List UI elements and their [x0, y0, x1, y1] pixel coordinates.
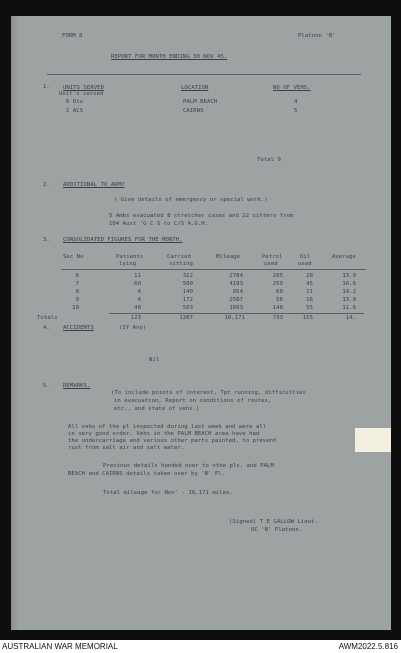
- unit-name: 2 ACS: [66, 108, 84, 114]
- vehicles-total: Total 9: [257, 157, 281, 163]
- mileage-cell: 1093: [229, 305, 243, 311]
- remarks-line: Previous details handed over to othe pls, and PALM: [103, 463, 274, 469]
- section-number-cell: 8: [75, 289, 79, 295]
- average-cell: 11.6: [342, 305, 356, 311]
- column-header-oil: Oil: [300, 254, 311, 260]
- carried-cell: 172: [182, 297, 193, 303]
- section-3-heading: CONSOLIDATED FIGURES FOR THE MONTH.: [63, 237, 183, 243]
- accidents-value: Nil: [149, 357, 160, 363]
- section-number-cell: 10: [72, 305, 79, 311]
- column-header-petrol-sub: used: [264, 261, 278, 267]
- section-2-text: 5 Ambs evacuated 8 stretcher cases and 22 sitters from: [109, 213, 294, 219]
- column-header-petrol: Petrol: [262, 254, 283, 260]
- column-header-mileage: Mileage: [216, 254, 240, 260]
- remarks-line: BEACH and CAIRNS details taken over by 'B' Pl.: [68, 471, 226, 477]
- section-3-number: 3.: [43, 237, 50, 243]
- form-number: FORM 8: [62, 33, 83, 39]
- signature-title: OC 'B' Platoon.: [251, 527, 303, 533]
- average-cell: 16.6: [342, 281, 356, 287]
- totals-rule: [109, 313, 364, 314]
- document-page: [11, 16, 391, 630]
- total-mileage: 10,171: [224, 315, 245, 321]
- section-4-heading: ACCIDENTS: [63, 325, 94, 331]
- petrol-cell: 60: [276, 289, 283, 295]
- average-cell: 14.2: [342, 289, 356, 295]
- section-4-note: (If Any): [119, 325, 147, 331]
- patients-cell: 40: [134, 305, 141, 311]
- column-header-carried: Carried: [167, 254, 191, 260]
- mileage-cell: 4193: [229, 281, 243, 287]
- carried-cell: 140: [182, 289, 193, 295]
- section-2-heading: ADDITIONAL TO ARMY: [63, 182, 125, 188]
- column-header-average: Average: [332, 254, 356, 260]
- unit-location: CAIRNS: [183, 108, 204, 114]
- section-5-heading: REMARKS.: [63, 383, 91, 389]
- section-5-number: 5.: [43, 383, 50, 389]
- archive-credit: AUSTRALIAN WAR MEMORIAL: [2, 642, 118, 651]
- mileage-cell: 2784: [229, 273, 243, 279]
- column-header-carried-sub: sitting: [169, 261, 193, 267]
- carried-cell: 322: [182, 273, 193, 279]
- patients-cell: 60: [134, 281, 141, 287]
- table-header-rule: [61, 269, 366, 270]
- carried-cell: 503: [182, 305, 193, 311]
- remarks-line: rust from salt air and salt water.: [68, 445, 185, 451]
- section-2-number: 2.: [43, 182, 50, 188]
- column-header-patients: Patients: [116, 254, 144, 260]
- section-5-instruction: etc., and state of vehs.): [114, 406, 200, 412]
- report-title: REPORT FOR MONTH ENDING 30 NOV 45.: [111, 54, 228, 60]
- remarks-line: All vehs of the pl inspected during last week and were all: [68, 424, 267, 430]
- unit-location: PALM BEACH: [183, 99, 218, 105]
- platoon-label: Platoon 'B': [298, 33, 336, 39]
- petrol-cell: 148: [272, 305, 283, 311]
- title-divider: [47, 74, 361, 75]
- formation-subheading: Unit's served: [59, 91, 104, 97]
- column-header-patients-sub: lying: [119, 261, 137, 267]
- formation-heading: UNITS SERVED: [63, 85, 105, 91]
- petrol-cell: 56: [276, 297, 283, 303]
- average-cell: 13.0: [342, 297, 356, 303]
- total-patients: 123: [130, 315, 141, 321]
- total-oil: 155: [302, 315, 313, 321]
- carried-cell: 500: [182, 281, 193, 287]
- column-header-section: Sec No: [63, 254, 84, 260]
- unit-name: 6 Div: [66, 99, 84, 105]
- patients-cell: 4: [137, 289, 141, 295]
- archive-reference: AWM2022.5.816: [338, 642, 398, 651]
- total-mileage-line: Total mileage for Nov' - 10,171 miles.: [103, 490, 233, 496]
- mileage-cell: 854: [232, 289, 243, 295]
- section-2-text: 104 Aust 'G C S to C/S A.G.H.: [109, 221, 209, 227]
- section-5-instruction: (To include points of interest, Tpt running, difficulties: [111, 390, 306, 396]
- paper-tear: [355, 428, 391, 452]
- patients-cell: 4: [137, 297, 141, 303]
- average-cell: 13.9: [342, 273, 356, 279]
- location-heading: LOCATION: [181, 85, 209, 91]
- section-2-instruction: ( Give details of emergency or special work.): [114, 197, 268, 203]
- section-number-cell: 6: [75, 273, 79, 279]
- unit-vehicles: 5: [294, 108, 298, 114]
- section-number-cell: 9: [75, 297, 79, 303]
- section-number-cell: 7: [75, 281, 79, 287]
- unit-vehicles: 4: [294, 99, 298, 105]
- patients-cell: 11: [134, 273, 141, 279]
- oil-cell: 16: [306, 297, 313, 303]
- section-5-instruction: in evacuation, Report on conditions of routes,: [114, 398, 272, 404]
- column-header-oil-sub: used: [298, 261, 312, 267]
- mileage-cell: 2587: [229, 297, 243, 303]
- section-4-number: 4.: [43, 325, 50, 331]
- total-petrol: 733: [272, 315, 283, 321]
- signature-line: (Signed) T E GALLOW Lieut.: [229, 519, 318, 525]
- oil-cell: 55: [306, 305, 313, 311]
- vehicles-heading: NO OF VEHS.: [273, 85, 311, 91]
- totals-label: Totals: [37, 315, 58, 321]
- oil-cell: 45: [306, 281, 313, 287]
- remarks-line: the undercarriage and various other parts painted, to prevent: [68, 438, 277, 444]
- total-carried: 1387: [179, 315, 193, 321]
- total-average: 14.: [345, 315, 356, 321]
- oil-cell: 28: [306, 273, 313, 279]
- section-1-number: 1.: [43, 84, 50, 90]
- petrol-cell: 205: [272, 273, 283, 279]
- oil-cell: 11: [306, 289, 313, 295]
- petrol-cell: 259: [272, 281, 283, 287]
- remarks-line: in very good order. Vehs in the PALM BEACH area have had: [68, 431, 260, 437]
